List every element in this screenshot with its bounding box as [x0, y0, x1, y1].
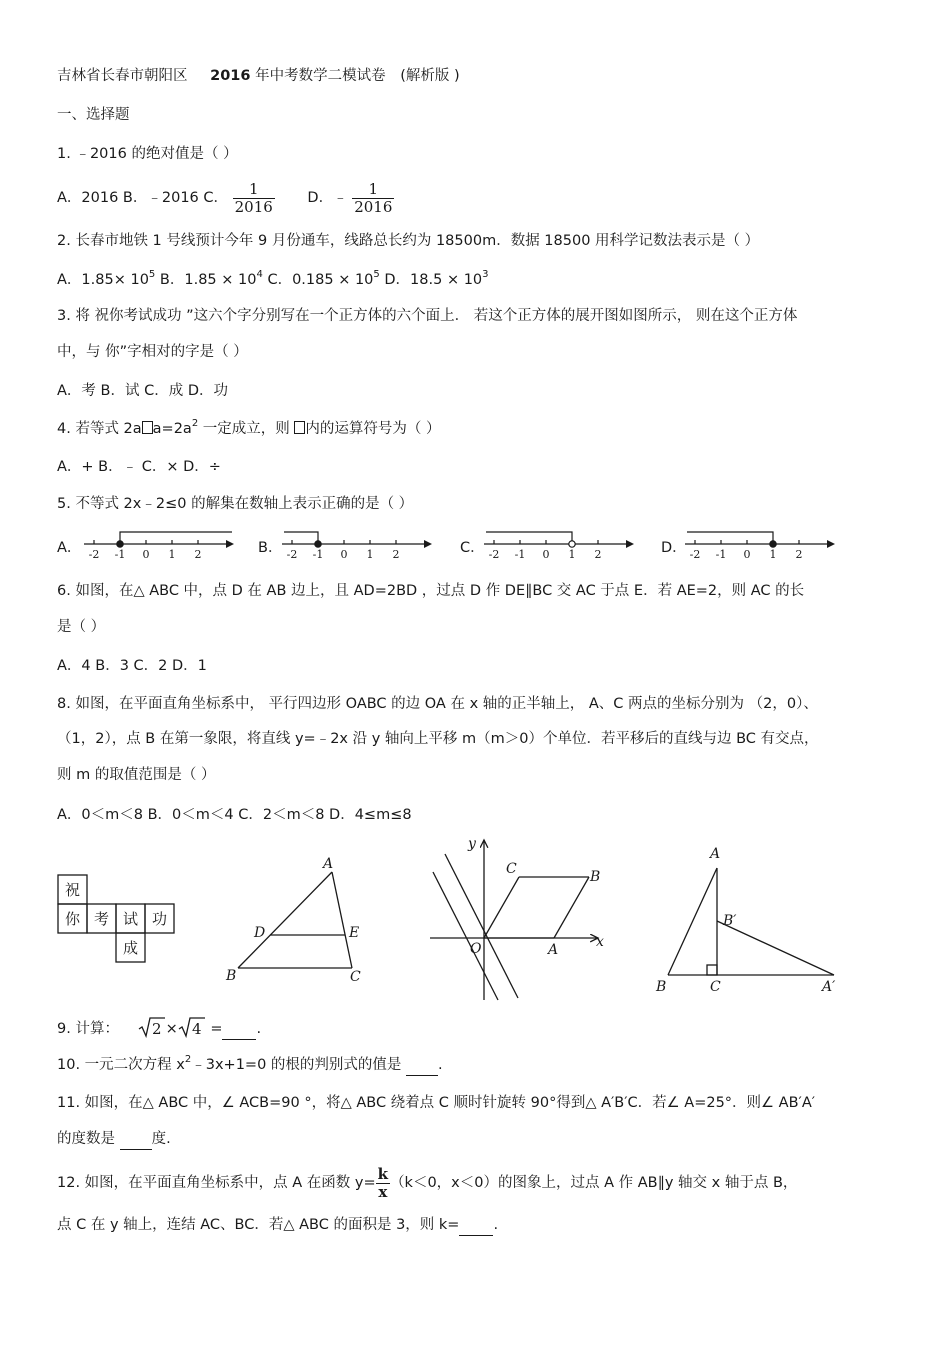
- tick-label: 2: [194, 548, 202, 561]
- q5-label-b: B．: [258, 540, 283, 556]
- q4-part: 一定成立，则: [198, 421, 295, 437]
- q2-opt: C．0.185 × 10: [262, 272, 374, 288]
- q5-label-a: A．: [57, 540, 82, 556]
- tick-label: 0: [340, 548, 348, 561]
- tick-label: 0: [142, 548, 150, 561]
- q1-option-d: D．﹣: [307, 190, 348, 206]
- number-line-c: [482, 524, 642, 564]
- q9-part: 9. 计算：: [57, 1021, 119, 1037]
- q3-options: A．考 B．试 C．成 D．功: [57, 383, 228, 399]
- q8-options: A．0＜m＜8 B．0＜m＜4 C．2＜m＜8 D．4≤m≤8: [57, 807, 412, 823]
- q4-options: A．+ B．﹣ C．× D．÷: [57, 459, 221, 475]
- tick-label: -2: [689, 548, 701, 561]
- blank-box-icon: [142, 421, 153, 434]
- number-line-d: [683, 524, 843, 564]
- title-part: (解析版 ): [400, 68, 460, 84]
- q12-fraction: [376, 1166, 390, 1201]
- frac-num: k: [377, 1164, 389, 1183]
- q12-part: .: [493, 1217, 499, 1233]
- endpoint-dot: [770, 541, 776, 547]
- frac-num: 1: [233, 181, 275, 199]
- q4-stem: [57, 419, 441, 439]
- label-o: O: [470, 941, 482, 957]
- q6-options: A．4 B．3 C．2 D．1: [57, 658, 207, 674]
- q10-part: .: [438, 1057, 443, 1073]
- cube-face-6: 成: [122, 939, 139, 957]
- label-c: C: [710, 979, 721, 995]
- tick-label: -2: [488, 548, 500, 561]
- q9-stem: [57, 1016, 261, 1040]
- svg-text:4: 4: [191, 1020, 202, 1038]
- answer-blank[interactable]: [459, 1215, 493, 1236]
- frac-den: 2016: [234, 197, 273, 216]
- label-a: A: [548, 942, 559, 958]
- q4-part: 4. 若等式 2a: [57, 421, 142, 437]
- q1-options: [57, 179, 394, 217]
- tick-label: -2: [88, 548, 100, 561]
- tick-label: 0: [542, 548, 550, 561]
- tick-label: -2: [286, 548, 298, 561]
- solution-ray: [120, 532, 232, 544]
- tick-label: 1: [366, 548, 374, 561]
- tick-label: -1: [114, 548, 126, 561]
- answer-blank[interactable]: [406, 1055, 438, 1076]
- label-c: C: [350, 969, 361, 985]
- q4-exp: 2: [191, 418, 199, 429]
- q5-label-d: D．: [661, 540, 687, 556]
- q2-opt: B．1.85 × 10: [155, 272, 257, 288]
- q2-exp: 5: [148, 269, 156, 280]
- tick-label: -1: [514, 548, 526, 561]
- number-line-b: [280, 524, 440, 564]
- endpoint-dot: [569, 541, 575, 547]
- endpoint-dot: [117, 541, 123, 547]
- frac-num: 1: [352, 181, 394, 199]
- q8-line2: （1，2），点 B 在第一象限，将直线 y=﹣2x 沿 y 轴向上平移 m（m＞0）个单位．若平移后的直线与边 BC 有交点，: [57, 731, 819, 747]
- q11-part: 度.: [151, 1131, 171, 1147]
- axis-arrow-icon: [226, 540, 234, 548]
- q12-part: 点 C 在 y 轴上，连结 AC、BC．若△ ABC 的面积是 3，则 k=: [57, 1217, 460, 1233]
- label-d: D: [254, 925, 266, 941]
- axis-arrow-icon: [827, 540, 835, 548]
- q2-options: [57, 270, 489, 290]
- label-b: B: [226, 968, 237, 984]
- answer-blank[interactable]: [120, 1129, 152, 1150]
- cube-net-figure: [55, 872, 180, 967]
- tick-label: 2: [594, 548, 602, 561]
- q8-line1: 8. 如图，在平面直角坐标系中， 平行四边形 OABC 的边 OA 在 x 轴的正半轴上， A、C 两点的坐标分别为 （2，0）、: [57, 696, 818, 712]
- q5-label-c: C．: [460, 540, 485, 556]
- tick-label: -1: [715, 548, 727, 561]
- label-a: A: [710, 846, 721, 862]
- blank-box-icon: [294, 421, 305, 434]
- q1-fraction-d: [352, 181, 394, 216]
- section-heading: 一、选择题: [57, 107, 130, 123]
- q10-stem: [57, 1055, 443, 1076]
- number-line-a: [82, 524, 242, 564]
- sqrt-4-icon: [178, 1016, 206, 1038]
- q2-opt: D．18.5 × 10: [379, 272, 483, 288]
- label-c: C: [506, 861, 517, 877]
- q10-exp: 2: [184, 1054, 192, 1065]
- sqrt-2-icon: [138, 1016, 166, 1038]
- rotation-triangle-figure: [650, 840, 845, 995]
- solution-ray: [486, 532, 572, 544]
- label-e: E: [349, 925, 360, 941]
- title-part: 吉林省长春市朝阳区: [57, 68, 188, 84]
- cube-face-4: 试: [122, 910, 139, 928]
- cube-face-2: 你: [64, 910, 81, 928]
- triangle-de-figure: [220, 850, 370, 985]
- tick-label: 0: [743, 548, 751, 561]
- tick-label: 1: [168, 548, 176, 561]
- q11-part: 的度数是: [57, 1131, 120, 1147]
- q9-times: ×: [165, 1021, 178, 1037]
- label-x: x: [596, 934, 604, 950]
- axis-arrow-icon: [626, 540, 634, 548]
- q2-exp: 5: [373, 269, 380, 280]
- page-title: [57, 66, 460, 86]
- coordinate-parallelogram-figure: [428, 832, 613, 1002]
- answer-blank[interactable]: [222, 1019, 256, 1040]
- endpoint-dot: [315, 541, 321, 547]
- q12-line2: [57, 1215, 498, 1236]
- tick-label: 2: [795, 548, 803, 561]
- q11-line2: [57, 1129, 171, 1150]
- title-part: 年中考数学二模试卷: [255, 68, 386, 84]
- frac-den: x: [378, 1182, 388, 1201]
- q4-part: 内的运算符号为（ ）: [305, 421, 441, 437]
- q10-part: ﹣3x+1=0 的根的判别式的值是: [191, 1057, 407, 1073]
- q12-line1: [57, 1163, 797, 1203]
- q1-fraction-c: [233, 181, 275, 216]
- frac-den: 2016: [354, 197, 393, 216]
- tick-label: 2: [392, 548, 400, 561]
- q2-exp: 3: [482, 269, 489, 280]
- solution-ray: [284, 532, 318, 544]
- label-b-prime: B′: [723, 913, 737, 929]
- cube-face-1: 祝: [64, 881, 81, 899]
- q3-line1: 3. 将 祝你考试成功 ”这六个字分别写在一个正方体的六个面上． 若这个正方体的展开图如图所示， 则在这个正方体: [57, 308, 798, 324]
- q2-stem: 2. 长春市地铁 1 号线预计今年 9 月份通车，线路总长约为 18500m．数据 18500 用科学记数法表示是（ ）: [57, 233, 760, 249]
- solution-ray: [687, 532, 773, 544]
- q12-part: （k＜0，x＜0）的图象上，过点 A 作 AB∥y 轴交 x 轴于点 B，: [390, 1175, 798, 1191]
- q1-options-abc: A．2016 B．﹣2016 C．: [57, 190, 229, 206]
- q2-opt: A．1.85× 10: [57, 272, 149, 288]
- tick-label: 1: [769, 548, 777, 561]
- q1-stem: 1. ﹣2016 的绝对值是（ ）: [57, 146, 238, 162]
- q5-stem: 5. 不等式 2x﹣2≤0 的解集在数轴上表示正确的是（ ）: [57, 496, 414, 512]
- label-y: y: [468, 836, 476, 852]
- q6-line2: 是（ ）: [57, 619, 106, 635]
- q9-part: .: [256, 1021, 262, 1037]
- q9-part: =: [205, 1021, 223, 1037]
- q12-part: 12. 如图，在平面直角坐标系中，点 A 在函数 y=: [57, 1175, 376, 1191]
- q10-part: 10. 一元二次方程 x: [57, 1057, 185, 1073]
- q11-line1: 11. 如图，在△ ABC 中，∠ ACB=90 °，将△ ABC 绕着点 C 顺时针旋转 90°得到△ A′B′C．若∠ A=25°．则∠ AB′A′: [57, 1095, 816, 1111]
- tick-label: 1: [568, 548, 576, 561]
- svg-text:2: 2: [151, 1020, 162, 1038]
- q4-part: a=2a: [152, 421, 192, 437]
- cube-face-3: 考: [93, 910, 110, 928]
- label-a-prime: A′: [822, 979, 836, 995]
- q3-line2: 中，与 你”字相对的字是（ ）: [57, 344, 248, 360]
- label-b: B: [656, 979, 667, 995]
- axis-arrow-icon: [424, 540, 432, 548]
- q8-line3: 则 m 的取值范围是（ ）: [57, 767, 216, 783]
- label-b: B: [590, 869, 601, 885]
- tick-label: -1: [312, 548, 324, 561]
- cube-face-5: 功: [151, 910, 168, 928]
- q6-line1: 6. 如图，在△ ABC 中，点 D 在 AB 边上，且 AD=2BD ，过点 D 作 DE∥BC 交 AC 于点 E．若 AE=2，则 AC 的长: [57, 583, 805, 599]
- label-a: A: [323, 856, 334, 872]
- q2-exp: 4: [256, 269, 263, 280]
- title-year: 2016: [210, 68, 251, 84]
